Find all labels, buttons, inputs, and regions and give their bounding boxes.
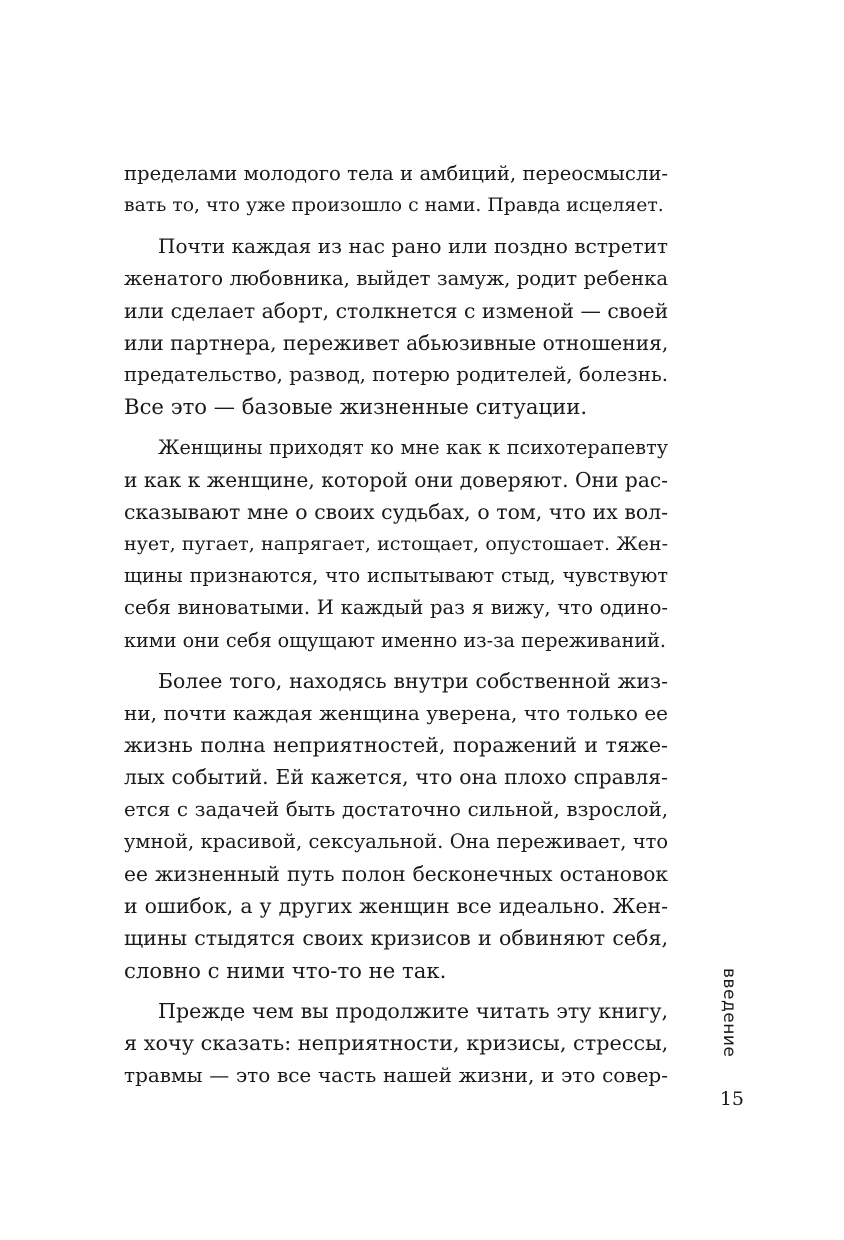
text-line: Почти каждая из нас рано или поздно встретит (158, 234, 668, 259)
paragraph (124, 995, 668, 1092)
text-line: пределами молодого тела и амбиций, переосмысли- (124, 162, 668, 185)
text-line: ется с задачей быть достаточно сильной, взрослой, (124, 797, 668, 821)
paragraph (124, 432, 668, 657)
text-line: и ошибок, а у других женщин все идеально. Жен- (124, 894, 668, 919)
text-line: щины признаются, что испытывают стыд, чувствуют (124, 564, 668, 588)
text-line: Более того, находясь внутри собственной жиз- (158, 668, 668, 693)
paragraph (124, 665, 668, 987)
body-text (124, 158, 668, 1091)
running-head: введение (719, 968, 739, 1058)
text-line: щины стыдятся своих кризисов и обвиняют себя, (124, 926, 668, 951)
text-line: сказывают мне о своих судьбах, о том, что их вол- (124, 499, 668, 524)
text-line: жизнь полна неприятностей, поражений и тяже- (124, 733, 668, 758)
text-line: предательство, развод, потерю родителей, болезнь. (124, 363, 668, 387)
text-line: вать то, что уже произошло с нами. Правда исцеляет. (124, 195, 664, 217)
text-line: женатого любовника, выйдет замуж, родит ребенка (124, 266, 668, 290)
paragraph (124, 230, 668, 423)
text-line: или сделает аборт, столкнется с изменой — своей (124, 298, 669, 323)
text-line: нует, пугает, напрягает, истощает, опустошает. Жен- (124, 533, 668, 556)
text-line: ни, почти каждая женщина уверена, что только ее (124, 701, 668, 725)
page-number: 15 (719, 1088, 744, 1110)
text-line: Все это — базовые жизненные ситуации. (124, 394, 588, 420)
paragraph (124, 158, 668, 222)
text-line: Женщины приходят ко мне как к психотерапевту (158, 435, 668, 459)
text-line: словно с ними что-то не так. (124, 957, 447, 983)
text-line: умной, красивой, сексуальной. Она переживает, что (124, 829, 668, 853)
text-line: кими они себя ощущают именно из-за переживаний. (124, 628, 667, 652)
text-line: Прежде чем вы продолжите читать эту книгу, (158, 998, 668, 1023)
text-line: себя виноватыми. И каждый раз я вижу, что одино- (124, 596, 668, 620)
text-line: лых событий. Ей кажется, что она плохо справля- (124, 765, 668, 790)
text-line: травмы — это все часть нашей жизни, и это совер- (124, 1063, 668, 1088)
text-line: и как к женщине, которой они доверяют. Они рас- (124, 467, 668, 492)
text-line: или партнера, переживет абьюзивные отношения, (124, 330, 669, 355)
text-line: ее жизненный путь полон бесконечных остановок (124, 861, 668, 886)
text-line: я хочу сказать: неприятности, кризисы, стрессы, (124, 1030, 669, 1055)
